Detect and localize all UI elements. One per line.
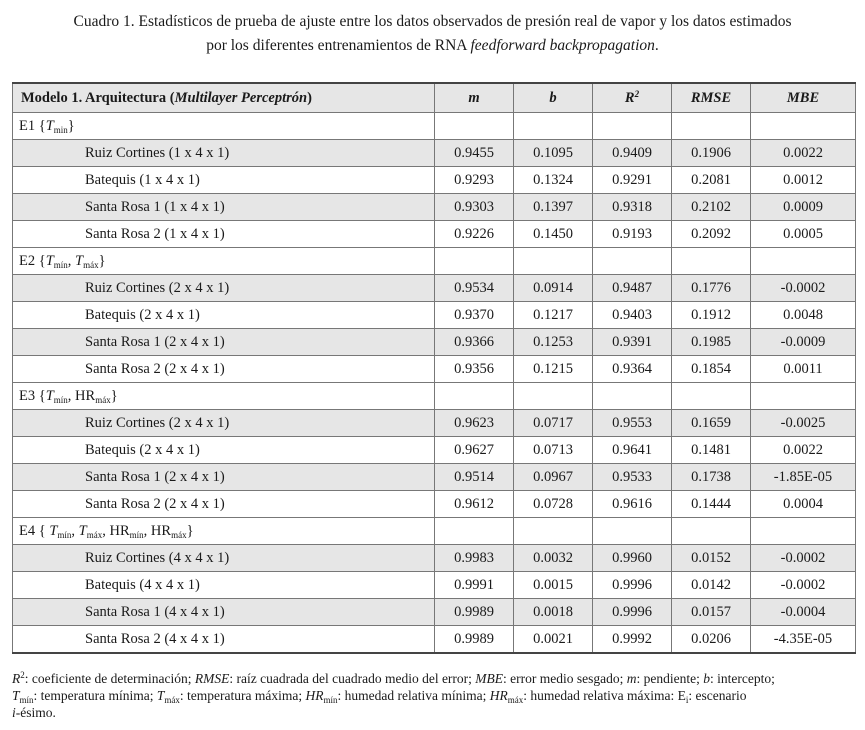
group-label — [13, 248, 435, 275]
cell-m: 0.9989 — [435, 599, 514, 626]
cell-r2: 0.9403 — [593, 302, 672, 329]
cell-mbe: 0.0011 — [751, 356, 856, 383]
cell-name: Ruiz Cortines (1 x 4 x 1) — [13, 140, 435, 167]
cell-r2: 0.9487 — [593, 275, 672, 302]
empty-cell — [672, 113, 751, 140]
fn-text-8: : humedad relativa mínima; — [337, 688, 490, 703]
cell-m: 0.9455 — [435, 140, 514, 167]
cell-m: 0.9989 — [435, 626, 514, 654]
table-row — [13, 545, 856, 572]
fn-text-11: -ésimo. — [15, 705, 56, 720]
fn-b: b — [703, 671, 710, 686]
cell-r2: 0.9193 — [593, 221, 672, 248]
fn-mbe: MBE — [475, 671, 504, 686]
cell-m: 0.9370 — [435, 302, 514, 329]
cell-m: 0.9226 — [435, 221, 514, 248]
table-footnote — [12, 670, 855, 721]
fn-r2-base: R — [12, 671, 21, 686]
cell-name: Santa Rosa 2 (2 x 4 x 1) — [13, 491, 435, 518]
cell-m: 0.9514 — [435, 464, 514, 491]
group-var-base: HR — [75, 387, 96, 404]
empty-cell — [514, 248, 593, 275]
cell-m: 0.9303 — [435, 194, 514, 221]
fn-hrmin-sub: mín — [323, 695, 338, 705]
table-row — [13, 302, 856, 329]
empty-cell — [751, 248, 856, 275]
header-b: b — [514, 83, 593, 113]
header-model-suffix: ) — [307, 89, 312, 106]
cell-name: Ruiz Cortines (2 x 4 x 1) — [13, 275, 435, 302]
header-r2 — [593, 83, 672, 113]
group-var-sep: , — [67, 387, 76, 404]
fn-hrmax-base: HR — [489, 688, 508, 703]
cell-r2: 0.9992 — [593, 626, 672, 654]
fn-r2-sup: 2 — [20, 670, 25, 680]
table-row — [13, 599, 856, 626]
group-var-sub: mín — [129, 529, 144, 540]
group-var-base: T — [45, 117, 54, 134]
group-var-base: HR — [150, 522, 172, 539]
cell-rmse: 0.2081 — [672, 167, 751, 194]
cell-r2: 0.9409 — [593, 140, 672, 167]
cell-name: Santa Rosa 1 (1 x 4 x 1) — [13, 194, 435, 221]
cell-rmse: 0.0152 — [672, 545, 751, 572]
table-row — [13, 491, 856, 518]
group-var-sub: min — [53, 124, 68, 135]
cell-b: 0.1397 — [514, 194, 593, 221]
table-row — [13, 140, 856, 167]
empty-cell — [514, 518, 593, 545]
cell-r2: 0.9291 — [593, 167, 672, 194]
cell-name: Batequis (4 x 4 x 1) — [13, 572, 435, 599]
group-label-prefix: E4 { — [19, 522, 50, 539]
cell-r2: 0.9996 — [593, 599, 672, 626]
cell-m: 0.9623 — [435, 410, 514, 437]
cell-m: 0.9983 — [435, 545, 514, 572]
group-var-base: T — [75, 252, 84, 269]
cell-rmse: 0.2102 — [672, 194, 751, 221]
cell-rmse: 0.1738 — [672, 464, 751, 491]
empty-cell — [435, 383, 514, 410]
cell-m: 0.9293 — [435, 167, 514, 194]
group-label-suffix: } — [110, 387, 118, 404]
cell-m: 0.9356 — [435, 356, 514, 383]
fn-tmin-base: T — [12, 688, 20, 703]
group-var-base: HR — [109, 522, 130, 539]
group-row — [13, 248, 856, 275]
group-var-base: T — [49, 522, 58, 539]
table-body — [13, 113, 856, 654]
table-row — [13, 221, 856, 248]
cell-rmse: 0.0142 — [672, 572, 751, 599]
empty-cell — [593, 383, 672, 410]
cell-rmse: 0.1906 — [672, 140, 751, 167]
fn-i: i — [12, 705, 16, 720]
table-row — [13, 167, 856, 194]
table-row — [13, 356, 856, 383]
fn-text-2: : raíz cuadrada del cuadrado medio del error; — [229, 671, 476, 686]
fn-text-3: : error medio sesgado; — [503, 671, 627, 686]
empty-cell — [514, 113, 593, 140]
header-model-italic: Multilayer Perceptrón — [174, 89, 308, 106]
cell-b: 0.0032 — [514, 545, 593, 572]
group-var-sub: mín — [53, 394, 68, 405]
caption-line-2-suffix: . — [654, 37, 659, 54]
cell-r2: 0.9960 — [593, 545, 672, 572]
fn-text-6: : temperatura mínima; — [33, 688, 157, 703]
cell-name: Santa Rosa 2 (1 x 4 x 1) — [13, 221, 435, 248]
cell-mbe: -4.35E-05 — [751, 626, 856, 654]
cell-mbe: 0.0048 — [751, 302, 856, 329]
header-r2-base: R — [624, 89, 635, 106]
cell-name: Santa Rosa 1 (4 x 4 x 1) — [13, 599, 435, 626]
group-row — [13, 113, 856, 140]
cell-b: 0.0018 — [514, 599, 593, 626]
group-var-sub: máx — [171, 529, 187, 540]
fn-text-10: : escenario — [688, 688, 747, 703]
table-caption — [20, 10, 845, 58]
cell-rmse: 0.1481 — [672, 437, 751, 464]
empty-cell — [672, 383, 751, 410]
cell-name: Batequis (2 x 4 x 1) — [13, 302, 435, 329]
header-m: m — [435, 83, 514, 113]
cell-mbe: 0.0022 — [751, 140, 856, 167]
cell-name: Santa Rosa 1 (2 x 4 x 1) — [13, 464, 435, 491]
cell-r2: 0.9996 — [593, 572, 672, 599]
cell-name: Batequis (2 x 4 x 1) — [13, 437, 435, 464]
cell-b: 0.1095 — [514, 140, 593, 167]
cell-r2: 0.9616 — [593, 491, 672, 518]
group-label-prefix: E2 { — [19, 252, 46, 269]
cell-r2: 0.9641 — [593, 437, 672, 464]
cell-m: 0.9991 — [435, 572, 514, 599]
cell-rmse: 0.1776 — [672, 275, 751, 302]
cell-b: 0.0728 — [514, 491, 593, 518]
cell-mbe: -0.0002 — [751, 545, 856, 572]
cell-rmse: 0.1444 — [672, 491, 751, 518]
table-row — [13, 329, 856, 356]
cell-name: Santa Rosa 1 (2 x 4 x 1) — [13, 329, 435, 356]
group-row — [13, 383, 856, 410]
fn-text-7: : temperatura máxima; — [179, 688, 306, 703]
cell-b: 0.1217 — [514, 302, 593, 329]
empty-cell — [435, 248, 514, 275]
group-var-sep: , — [102, 522, 110, 539]
cell-m: 0.9627 — [435, 437, 514, 464]
cell-m: 0.9366 — [435, 329, 514, 356]
fn-m: m — [626, 671, 637, 686]
cell-name: Ruiz Cortines (2 x 4 x 1) — [13, 410, 435, 437]
empty-cell — [751, 518, 856, 545]
cell-rmse: 0.2092 — [672, 221, 751, 248]
cell-r2: 0.9533 — [593, 464, 672, 491]
fn-ei-sub: i — [685, 695, 689, 705]
cell-mbe: 0.0004 — [751, 491, 856, 518]
group-var-sep: , — [143, 522, 151, 539]
cell-mbe: -1.85E-05 — [751, 464, 856, 491]
cell-b: 0.1215 — [514, 356, 593, 383]
header-rmse: RMSE — [672, 83, 751, 113]
cell-m: 0.9534 — [435, 275, 514, 302]
empty-cell — [514, 383, 593, 410]
caption-line-2-italic: feedforward backpropagation — [470, 37, 655, 54]
group-label-suffix: } — [67, 117, 75, 134]
empty-cell — [435, 518, 514, 545]
cell-b: 0.1450 — [514, 221, 593, 248]
cell-name: Ruiz Cortines (4 x 4 x 1) — [13, 545, 435, 572]
cell-mbe: -0.0009 — [751, 329, 856, 356]
group-row — [13, 518, 856, 545]
cell-b: 0.0015 — [514, 572, 593, 599]
table-row — [13, 410, 856, 437]
empty-cell — [751, 113, 856, 140]
group-var-sub: mín — [57, 529, 72, 540]
fn-text-5: : intercepto; — [710, 671, 775, 686]
cell-r2: 0.9318 — [593, 194, 672, 221]
group-var-sub: máx — [83, 259, 99, 270]
group-label — [13, 383, 435, 410]
group-var-base: T — [45, 252, 54, 269]
cell-b: 0.0717 — [514, 410, 593, 437]
cell-r2: 0.9391 — [593, 329, 672, 356]
cell-b: 0.1253 — [514, 329, 593, 356]
fn-rmse: RMSE — [194, 671, 230, 686]
empty-cell — [593, 248, 672, 275]
cell-rmse: 0.0206 — [672, 626, 751, 654]
group-label-suffix: } — [98, 252, 106, 269]
fn-tmax-base: T — [156, 688, 165, 703]
fn-text-4: : pendiente; — [636, 671, 704, 686]
fn-hrmin-base: HR — [305, 688, 324, 703]
empty-cell — [435, 113, 514, 140]
cell-mbe: -0.0025 — [751, 410, 856, 437]
header-model — [13, 83, 435, 113]
caption-line-2 — [20, 34, 845, 58]
group-var-sep: , — [71, 522, 79, 539]
group-label — [13, 518, 435, 545]
header-mbe: MBE — [751, 83, 856, 113]
cell-rmse: 0.1659 — [672, 410, 751, 437]
table-header-row — [13, 83, 856, 113]
fn-text-9: : humedad relativa máxima: E — [523, 688, 686, 703]
group-var-sub: máx — [95, 394, 111, 405]
cell-name: Santa Rosa 2 (2 x 4 x 1) — [13, 356, 435, 383]
cell-mbe: -0.0002 — [751, 275, 856, 302]
group-var-sep: , — [67, 252, 76, 269]
empty-cell — [751, 383, 856, 410]
cell-rmse: 0.0157 — [672, 599, 751, 626]
table-row — [13, 626, 856, 654]
table-row — [13, 194, 856, 221]
empty-cell — [593, 113, 672, 140]
caption-line-1: Cuadro 1. Estadísticos de prueba de ajuste entre los datos observados de presión real de vapor y los datos estimados — [73, 13, 792, 30]
cell-mbe: 0.0012 — [751, 167, 856, 194]
empty-cell — [593, 518, 672, 545]
cell-b: 0.1324 — [514, 167, 593, 194]
fn-tmax-sub: máx — [164, 695, 180, 705]
group-label-prefix: E1 { — [19, 117, 46, 134]
cell-rmse: 0.1854 — [672, 356, 751, 383]
cell-mbe: 0.0009 — [751, 194, 856, 221]
group-label — [13, 113, 435, 140]
table-row — [13, 275, 856, 302]
cell-mbe: 0.0005 — [751, 221, 856, 248]
cell-mbe: -0.0002 — [751, 572, 856, 599]
group-var-sub: máx — [86, 529, 103, 540]
group-label-suffix: } — [186, 522, 194, 539]
header-r2-sup: 2 — [634, 88, 640, 99]
statistics-table — [12, 82, 856, 654]
cell-name: Batequis (1 x 4 x 1) — [13, 167, 435, 194]
cell-mbe: -0.0004 — [751, 599, 856, 626]
cell-r2: 0.9553 — [593, 410, 672, 437]
cell-rmse: 0.1912 — [672, 302, 751, 329]
caption-line-2-prefix: por los diferentes entrenamientos de RNA — [206, 37, 471, 54]
cell-r2: 0.9364 — [593, 356, 672, 383]
table-row — [13, 572, 856, 599]
cell-b: 0.0713 — [514, 437, 593, 464]
header-model-prefix: Modelo 1. Arquitectura ( — [21, 89, 175, 106]
cell-mbe: 0.0022 — [751, 437, 856, 464]
group-label-prefix: E3 { — [19, 387, 46, 404]
group-var-base: T — [45, 387, 54, 404]
group-var-sub: mín — [53, 259, 68, 270]
cell-name: Santa Rosa 2 (4 x 4 x 1) — [13, 626, 435, 654]
empty-cell — [672, 518, 751, 545]
table-row — [13, 464, 856, 491]
cell-b: 0.0021 — [514, 626, 593, 654]
cell-b: 0.0914 — [514, 275, 593, 302]
fn-hrmax-sub: máx — [507, 695, 524, 705]
fn-text-1: : coeficiente de determinación; — [24, 671, 195, 686]
group-var-base: T — [78, 522, 87, 539]
empty-cell — [672, 248, 751, 275]
cell-b: 0.0967 — [514, 464, 593, 491]
cell-rmse: 0.1985 — [672, 329, 751, 356]
fn-tmin-sub: mín — [19, 695, 34, 705]
table-row — [13, 437, 856, 464]
cell-m: 0.9612 — [435, 491, 514, 518]
